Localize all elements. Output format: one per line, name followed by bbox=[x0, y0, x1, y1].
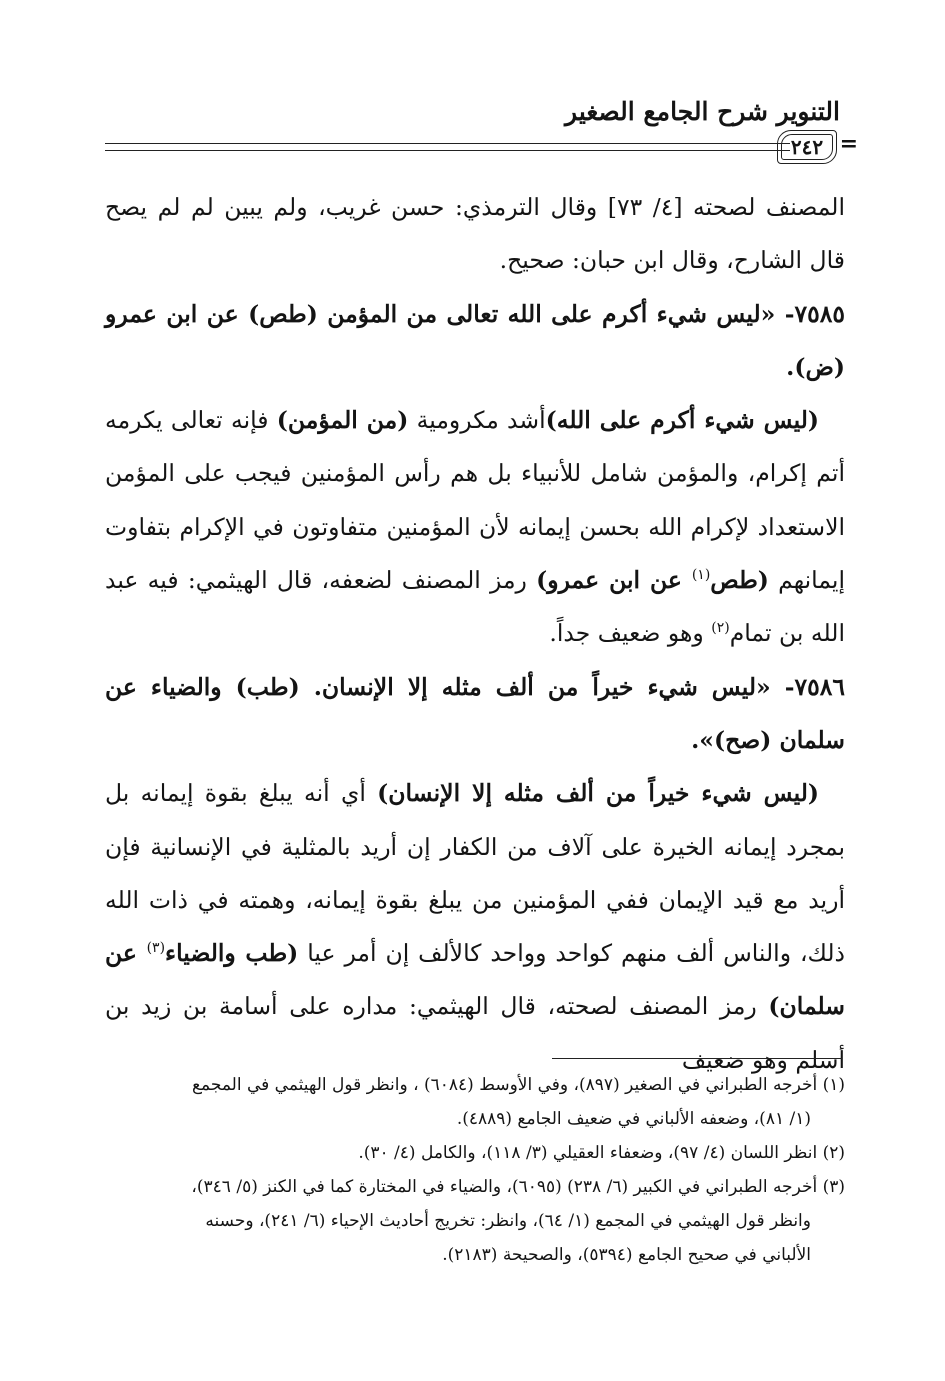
commentary-7586: (ليس شيء خيراً من ألف مثله إلا الإنسان) أي أنه يبلغ بقوة إيمانه بل بمجرد إيمانه الخيرة على آلاف من الكفار إن أريد بالمثلية في الإنسانية فإن أريد مع قيد الإيمان ففي المؤمنين من يبلغ بقوة إيمانه، وهمته في ذات الله ذلك، والناس ألف منهم كواحد وواحد كالألف إن أمر عيا (طب والضياء$^{(٣)}$ عن سلمان) رمز المصنف لصحته، قال الهيثمي: مداره على أسامة بن زيد بن أسلم وهو ضعيف bbox=[105, 779, 845, 1074]
footnote-ref-2: (٢) bbox=[711, 620, 730, 637]
footnotes bbox=[105, 1068, 845, 1272]
commentary-7585: (ليس شيء أكرم على الله)أشد مكرومية (من المؤمن) فإنه تعالى يكرمه أتم إكرام، والمؤمن شامل للأنبياء بل هم رأس المؤمنين فيجب على المؤمن الاستعداد لإكرام الله بحسن إيمانه لأن المؤمنين متفاوتون في الإكرام بتفاوت إيمانهم (طص$^{(١)}$ عن ابن عمرو) رمز المصنف لضعفه، قال الهيثمي: فيه عبد الله بن تمام$^{(٢)}$ وهو ضعيف جداً. bbox=[105, 406, 845, 648]
footnote-3-continued: وانظر قول الهيثمي في المجمع (١/ ٦٤)، وانظر: تخريج أحاديث الإحياء (٦/ ٢٤١)، وحسنه bbox=[205, 1211, 811, 1231]
hadith-7585: ٧٥٨٥- «ليس شيء أكرم على الله تعالى من المؤمن (طص) عن ابن عمرو (ض). bbox=[105, 299, 845, 381]
quoted-phrase: (من المؤمن) bbox=[276, 406, 409, 435]
hadith-7586: ٧٥٨٦- «ليس شيء خيراً من ألف مثله إلا الإنسان. (طب) والضياء عن سلمان (صح)». bbox=[105, 672, 845, 754]
source-code: (طص bbox=[710, 566, 769, 595]
source-code: (طب والضياء bbox=[165, 939, 299, 968]
page-number: ٢٤٢ bbox=[781, 134, 833, 160]
footnote-ref-1: (١) bbox=[691, 567, 711, 584]
paragraph-continuation: المصنف لصحته [٤/ ٧٣] وقال الترمذي: حسن غريب، ولم يبين لم لم يصح قال الشارح، وقال ابن حبان: صحيح. bbox=[105, 193, 846, 275]
footnote-ref-3: (٣) bbox=[146, 940, 166, 957]
footnote-separator bbox=[552, 1058, 842, 1059]
header-rule-top bbox=[105, 143, 790, 144]
page-number-frame bbox=[777, 130, 837, 164]
footnote-3: (٣) أخرجه الطبراني في الكبير (٦/ ٢٣٨) (٦٠٩٥)، والضياء في المختارة كما في الكنز (٥/ ٣٤٦)، bbox=[191, 1177, 845, 1197]
quoted-phrase: (ليس شيء خيراً من ألف مثله إلا الإنسان) bbox=[377, 779, 819, 808]
source-narrator: عن سلمان) bbox=[105, 939, 845, 1021]
footnote-1-continued: (١/ ٨١)، وضعفه الألباني في ضعيف الجامع (٤٨٨٩). bbox=[456, 1109, 811, 1129]
running-title: التنوير شرح الجامع الصغير bbox=[565, 97, 840, 126]
header-rule-bottom bbox=[105, 150, 790, 151]
footnote-1: (١) أخرجه الطبراني في الصغير (٨٩٧)، وفي الأوسط (٦٠٨٤) ، وانظر قول الهيثمي في المجمع bbox=[191, 1075, 845, 1095]
footnote-3-continued: الألباني في صحيح الجامع (٥٣٩٤)، والصحيحة (٢١٨٣). bbox=[442, 1245, 811, 1265]
quoted-phrase: (ليس شيء أكرم على الله) bbox=[545, 406, 819, 435]
main-text bbox=[105, 181, 845, 1087]
source-narrator: عن ابن عمرو) bbox=[536, 566, 692, 595]
footnote-2: (٢) انظر اللسان (٤/ ٩٧)، وضعفاء العقيلي (٣/ ١١٨)، والكامل (٤/ ٣٠). bbox=[358, 1143, 845, 1163]
header-ornament-mark: = bbox=[839, 131, 858, 157]
